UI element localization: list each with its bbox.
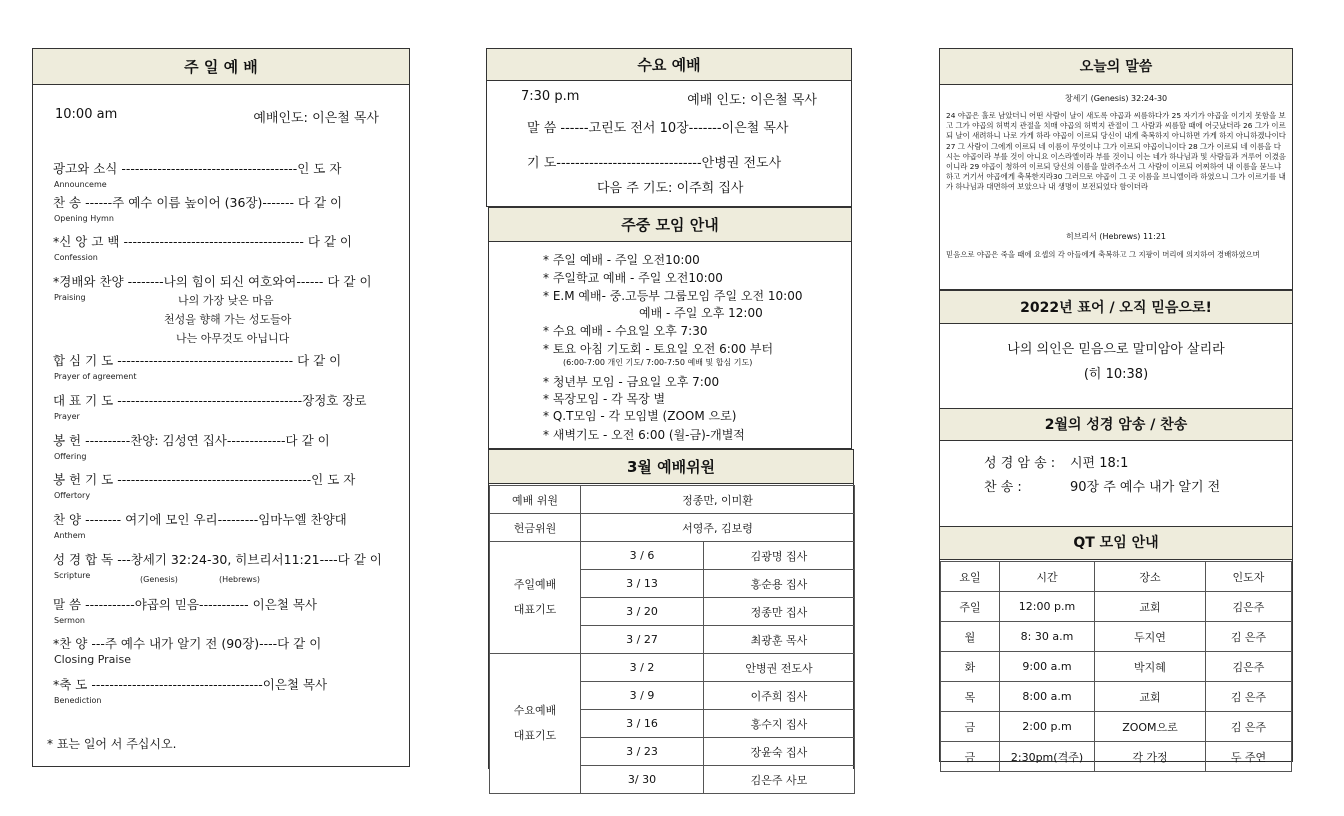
- date-cell: 3 / 2: [581, 654, 704, 682]
- sunday-order-item-english: Offertory: [54, 491, 91, 500]
- qt-header-leader: 인도자: [1206, 562, 1292, 592]
- weekly-meeting-item: * Q.T모임 - 각 모임별 (ZOOM 으로): [543, 409, 737, 423]
- table-row: [941, 712, 1292, 742]
- sunday-prayer-label-2: 대표기도: [513, 602, 557, 616]
- qt-time-cell: 12:00 p.m: [1000, 592, 1095, 622]
- motto-title: 2022년 표어 / 오직 믿음으로!: [940, 290, 1292, 324]
- qt-place-cell: 교회: [1095, 682, 1206, 712]
- date-cell: 3 / 9: [581, 682, 704, 710]
- qt-leader-cell: 김은주: [1206, 592, 1292, 622]
- sunday-order-item-english: Confession: [54, 253, 98, 262]
- weekly-meeting-item: * E.M 예배- 중.고등부 그룹모임 주일 오전 10:00: [543, 289, 803, 303]
- qt-time-cell: 2:30pm(격주): [1000, 742, 1095, 772]
- sunday-order-item: 광고와 소식 ---------------------------------------인 도 자: [53, 161, 342, 176]
- qt-header-time: 시간: [1000, 562, 1095, 592]
- weekly-meeting-item: * 토요 아침 기도회 - 토요일 오전 6:00 부터: [543, 342, 774, 356]
- wednesday-prayer: 기 도-------------------------------안병권 전도사: [527, 156, 782, 171]
- sunday-order-item-english: Announceme: [54, 180, 107, 189]
- table-row: [490, 542, 855, 570]
- date-cell: 3 / 13: [581, 570, 704, 598]
- table-row: [941, 622, 1292, 652]
- wednesday-prayer-label-1: 수요예배: [513, 704, 557, 718]
- sunday-order-item-english: Prayer: [54, 412, 80, 421]
- march-committee-title: 3월 예배위원: [489, 450, 853, 484]
- table-row: [941, 682, 1292, 712]
- wednesday-time: 7:30 p.m: [521, 89, 580, 104]
- scripture-text-genesis: 24 야곱은 홀로 남았더니 어떤 사람이 날이 새도록 야곱과 씨름하다가 25 자기가 야곱을 이기지 못함을 보고 그가 야곱의 허벅지 관절을 치매 야곱의 허벅지 관절이 그 사람과 씨름할 때에 어긋났더라 26 그가 이르되 날이 새려하니 나로 가게 하라 야곱이 이르되 당신이 내게 축복하지 아니하면 가게 하지 아니하겠나이다 27 그 사람이 그에게 이르되 네 이름이 무엇이냐 그가 이르되 야곱이니이다 28 그가 이르되 네 이름을 다시는 야곱이라 부를 것이 아니요 이스라엘이라 부를 것이니 이는 네가 하나님과 및 사람들과 겨루어 이겼음이니라 29 야곱이 청하여 이르되 당신의 이름을 알려주소서 그 사람이 이르되 어찌하여 내 이름을 묻느냐 하고 거기서 야곱에게 축복한지라30 그러므로 야곱이 그 곳 이름을 브니엘이라 하였으니 그가 이르기를 내가 하나님과 대면하여 보았으나 내 생명이 보전되었다 함이더라: [946, 111, 1286, 192]
- scripture-sub-genesis: (Genesis): [140, 575, 178, 584]
- date-cell: 3 / 27: [581, 626, 704, 654]
- qt-leader-cell: 김 은주: [1206, 682, 1292, 712]
- weekly-meeting-item: 예배 - 주일 오후 12:00: [639, 306, 763, 320]
- qt-rows: [941, 592, 1292, 772]
- march-committee-panel: [488, 449, 854, 787]
- weekly-meeting-item: * 주일 예배 - 주일 오전10:00: [543, 253, 700, 267]
- qt-day-cell: 월: [941, 622, 1000, 652]
- qt-place-cell: 박지혜: [1095, 652, 1206, 682]
- name-cell: 최광훈 목사: [704, 626, 855, 654]
- weekly-meeting-item: * 수요 예배 - 수요일 오후 7:30: [543, 324, 708, 338]
- sunday-order-item-english: Prayer of agreement: [54, 372, 137, 381]
- qt-meeting-title: QT 모임 안내: [940, 527, 1292, 560]
- sunday-order-item: 대 표 기 도 -----------------------------------------장정호 장로: [53, 393, 367, 408]
- weekly-meeting-item: * 주일학교 예배 - 주일 오전10:00: [543, 271, 723, 285]
- sunday-order-item-english: Scripture: [54, 571, 91, 580]
- motto-line-1: 나의 의인은 믿음으로 말미암아 살리라: [1007, 342, 1225, 357]
- praise-line-2: 천성을 향해 가는 성도들아: [164, 313, 292, 326]
- stand-notice: * 표는 일어 서 주십시오.: [47, 737, 177, 751]
- wednesday-prayer-label: [490, 654, 581, 794]
- scripture-sub-hebrews: (Hebrews): [219, 575, 261, 584]
- table-row: [941, 592, 1292, 622]
- qt-day-cell: 금: [941, 742, 1000, 772]
- memory-verse-label: 성 경 암 송 :: [984, 456, 1056, 471]
- sunday-time: 10:00 am: [55, 107, 118, 122]
- qt-place-cell: 교회: [1095, 592, 1206, 622]
- praise-line-1: 나의 가장 낮은 마음: [178, 294, 274, 307]
- sunday-worship-title: 주 일 예 배: [33, 49, 409, 85]
- sunday-order-item: 찬 양 -------- 여기에 모인 우리---------임마누엘 찬양대: [53, 512, 347, 527]
- qt-meeting-table: [940, 561, 1292, 772]
- sunday-order-item: 봉 헌 기 도 -------------------------------------------인 도 자: [53, 472, 356, 487]
- sunday-order-item-english: Opening Hymn: [54, 214, 114, 223]
- todays-word-panel: [939, 48, 1293, 290]
- qt-day-cell: 금: [941, 712, 1000, 742]
- sunday-order-item: 말 씀 -----------야곱의 믿음----------- 이은철 목사: [53, 597, 317, 612]
- name-cell: 안병권 전도사: [704, 654, 855, 682]
- qt-day-cell: 주일: [941, 592, 1000, 622]
- date-cell: 3 / 16: [581, 710, 704, 738]
- worship-committee-names: 정종만, 이미환: [581, 486, 855, 514]
- sunday-worship-panel: [32, 48, 410, 767]
- name-cell: 김광명 집사: [704, 542, 855, 570]
- qt-leader-cell: 김 은주: [1206, 622, 1292, 652]
- sunday-order-item: 봉 헌 ----------찬양: 김성연 집사-------------다 같 이: [53, 433, 330, 448]
- weekly-meeting-item: * 청년부 모임 - 금요일 오후 7:00: [543, 375, 720, 389]
- motto-panel: [939, 290, 1293, 408]
- memory-hymn-label: 찬 송 :: [984, 480, 1022, 495]
- qt-place-cell: 두지연: [1095, 622, 1206, 652]
- name-cell: 김은주 사모: [704, 766, 855, 794]
- sunday-order-item: *축 도 --------------------------------------이은철 목사: [53, 677, 328, 692]
- sunday-order-item: 찬 송 ------주 예수 이름 높이어 (36장)------- 다 같 이: [53, 195, 343, 210]
- name-cell: 정종만 집사: [704, 598, 855, 626]
- name-cell: 장윤숙 집사: [704, 738, 855, 766]
- sunday-order-item-english: Benediction: [54, 696, 102, 705]
- qt-leader-cell: 김은주: [1206, 652, 1292, 682]
- worship-committee-label: 예배 위원: [490, 486, 581, 514]
- table-row: [941, 652, 1292, 682]
- sunday-order-item: 합 심 기 도 --------------------------------------- 다 같 이: [53, 353, 342, 368]
- sunday-order-item-english: Sermon: [54, 616, 85, 625]
- sunday-order-item: *경배와 찬양 --------나의 힘이 되신 여호와여------ 다 같 이: [53, 274, 372, 289]
- offering-committee-names: 서영주, 김보령: [581, 514, 855, 542]
- sunday-prayer-label-1: 주일예배: [513, 578, 557, 592]
- qt-time-cell: 8: 30 a.m: [1000, 622, 1095, 652]
- qt-day-cell: 목: [941, 682, 1000, 712]
- wednesday-leader: 예배 인도: 이은철 목사: [687, 93, 817, 108]
- wednesday-worship-title: 수요 예배: [487, 49, 851, 81]
- qt-leader-cell: 두 주연: [1206, 742, 1292, 772]
- memory-verse-value: 시편 18:1: [1070, 456, 1129, 471]
- name-cell: 홍수지 집사: [704, 710, 855, 738]
- qt-day-cell: 화: [941, 652, 1000, 682]
- table-row: [941, 742, 1292, 772]
- table-header-row: [941, 562, 1292, 592]
- wednesday-prayer-label-2: 대표기도: [513, 728, 557, 742]
- todays-word-title: 오늘의 말씀: [940, 49, 1292, 85]
- qt-time-cell: 9:00 a.m: [1000, 652, 1095, 682]
- memory-verse-panel: [939, 408, 1293, 526]
- name-cell: 이주희 집사: [704, 682, 855, 710]
- wednesday-worship-panel: [486, 48, 852, 207]
- table-row: [490, 654, 855, 682]
- praise-line-3: 나는 아무것도 아닙니다: [176, 332, 290, 345]
- weekly-meeting-item: (6:00-7:00 개인 기도/ 7:00-7:50 예배 및 합심 기도): [563, 358, 753, 367]
- memory-hymn-value: 90장 주 예수 내가 알기 전: [1070, 480, 1221, 495]
- sunday-order-item: *찬 양 ---주 예수 내가 알기 전 (90장)----다 같 이: [53, 636, 322, 651]
- qt-time-cell: 8:00 a.m: [1000, 682, 1095, 712]
- qt-place-cell: 각 가정: [1095, 742, 1206, 772]
- scripture-ref-hebrews: 히브리서 (Hebrews) 11:21: [1065, 232, 1167, 241]
- offering-committee-label: 헌금위원: [490, 514, 581, 542]
- date-cell: 3/ 30: [581, 766, 704, 794]
- qt-header-place: 장소: [1095, 562, 1206, 592]
- memory-verse-title: 2월의 성경 암송 / 찬송: [940, 409, 1292, 441]
- scripture-ref-genesis: 창세기 (Genesis) 32:24-30: [1064, 94, 1168, 103]
- sunday-order-item: 성 경 합 독 ---창세기 32:24-30, 히브리서11:21----다 같 이: [53, 552, 382, 567]
- sunday-order-item: *신 앙 고 백 ---------------------------------------- 다 같 이: [53, 234, 353, 249]
- scripture-text-hebrews: 믿음으로 야곱은 죽을 때에 요셉의 각 아들에게 축복하고 그 지팡이 머리에 의지하여 경배하였으며: [946, 250, 1260, 259]
- weekly-meeting-item: * 새벽기도 - 오전 6:00 (월-금)-개별적: [543, 428, 745, 442]
- march-committee-table: [489, 485, 855, 794]
- wednesday-sermon: 말 씀 ------고린도 전서 10장-------이은철 목사: [527, 121, 789, 136]
- date-cell: 3 / 23: [581, 738, 704, 766]
- qt-leader-cell: 김 은주: [1206, 712, 1292, 742]
- name-cell: 홍순용 집사: [704, 570, 855, 598]
- sunday-leader: 예배인도: 이은철 목사: [253, 111, 379, 126]
- qt-meeting-panel: [939, 526, 1293, 762]
- weekly-meetings-panel: [488, 207, 852, 449]
- wednesday-next-prayer: 다음 주 기도: 이주희 집사: [597, 181, 744, 196]
- sunday-order-item-english: Offering: [54, 452, 87, 461]
- qt-header-day: 요일: [941, 562, 1000, 592]
- weekly-meeting-item: * 목장모임 - 각 목장 별: [543, 392, 666, 406]
- motto-line-2: (히 10:38): [1083, 367, 1149, 382]
- sunday-prayer-label: [490, 542, 581, 654]
- sunday-order-item-english: Praising: [54, 293, 86, 302]
- qt-place-cell: ZOOM으로: [1095, 712, 1206, 742]
- table-row: [490, 514, 855, 542]
- date-cell: 3 / 20: [581, 598, 704, 626]
- sunday-order-item-english: Closing Praise: [54, 653, 131, 666]
- weekly-meetings-title: 주중 모임 안내: [489, 208, 851, 242]
- sunday-order-item-english: Anthem: [54, 531, 86, 540]
- qt-time-cell: 2:00 p.m: [1000, 712, 1095, 742]
- date-cell: 3 / 6: [581, 542, 704, 570]
- table-row: [490, 486, 855, 514]
